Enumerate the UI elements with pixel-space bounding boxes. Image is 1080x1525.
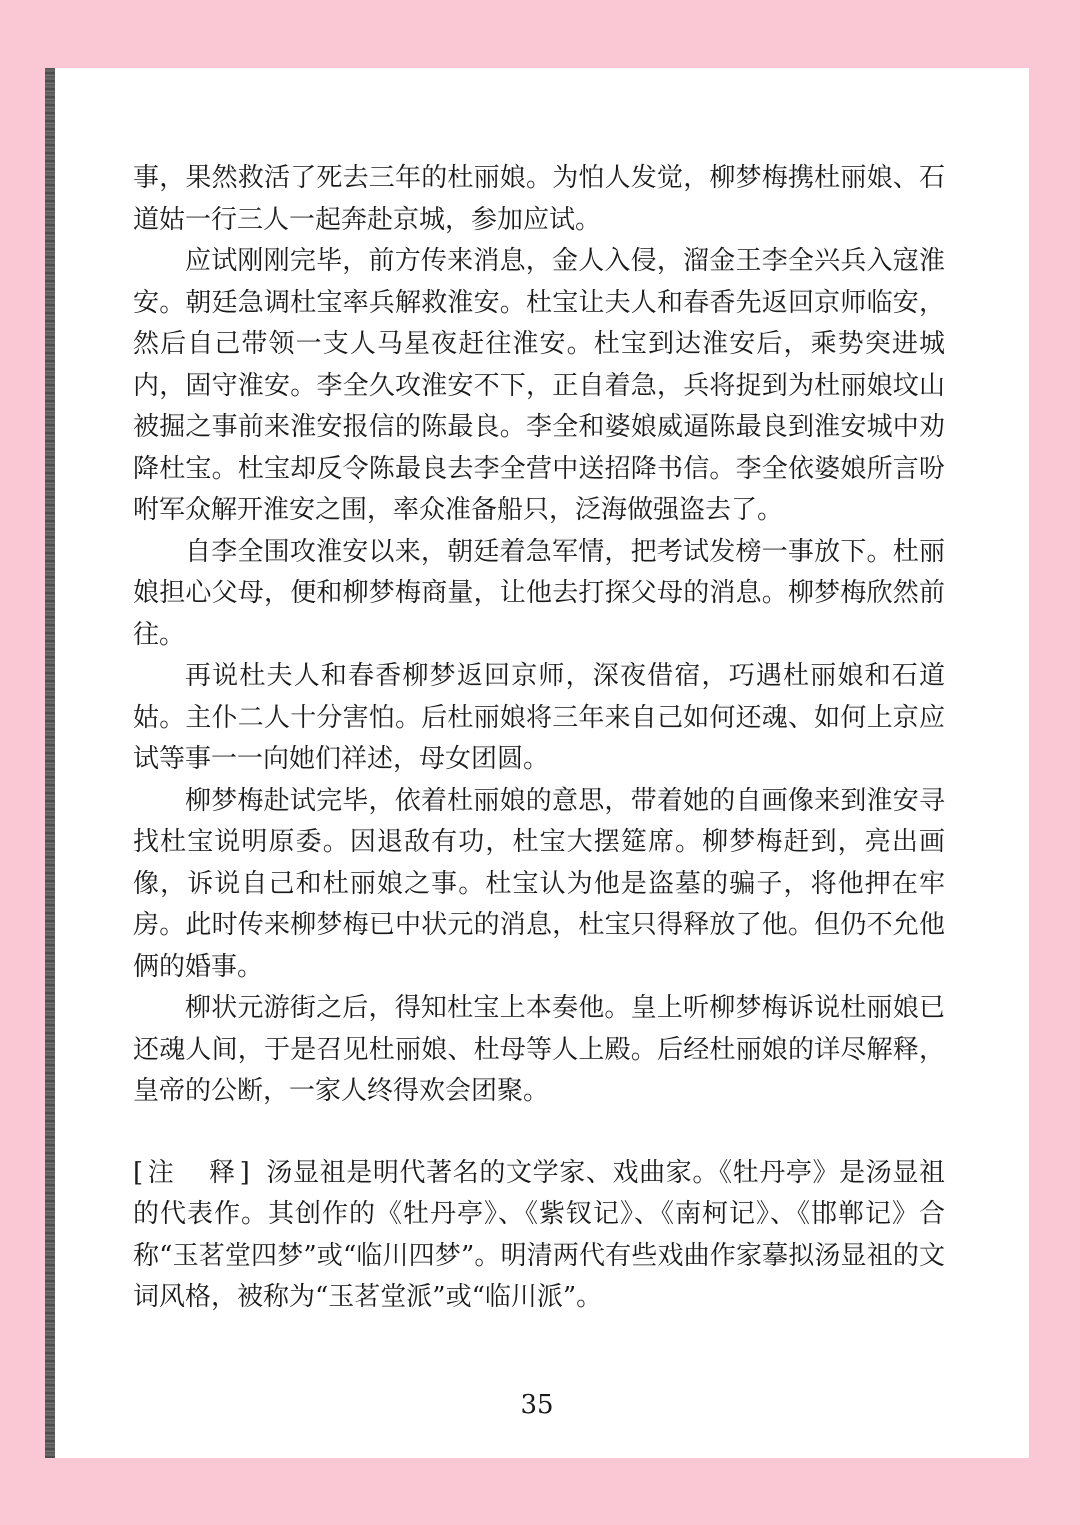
page-number: 35 [520,1390,554,1420]
book-page [45,68,1029,1458]
binding-edge [45,68,55,1458]
paragraph-6: 柳状元游街之后，得知杜宝上本奏他。皇上听柳梦梅诉说杜丽娘已还魂人间，于是召见杜丽娘、杜母等人上殿。后经杜丽娘的详尽解释，皇帝的公断，一家人终得欢会团聚。 [133,993,945,1106]
paragraph-4: 再说杜夫人和春香柳梦返回京师，深夜借宿，巧遇杜丽娘和石道姑。主仆二人十分害怕。后杜丽娘将三年来自己如何还魂、如何上京应试等事一一向她们祥述，母女团圆。 [133,661,945,774]
annotation-text: 汤显祖是明代著名的文学家、戏曲家。《牡丹亭》是汤显祖的代表作。其创作的《牡丹亭》、《紫钗记》、《南柯记》、《邯郸记》合称“玉茗堂四梦”或“临川四梦”。明清两代有些戏曲作家摹拟汤显祖的文词风格，被称为“玉茗堂派”或“临川派”。 [133,1157,945,1312]
paragraph-5: 柳梦梅赴试完毕，依着杜丽娘的意思，带着她的自画像来到淮安寻找杜宝说明原委。因退敌有功，杜宝大摆筵席。柳梦梅赶到，亮出画像，诉说自己和杜丽娘之事。杜宝认为他是盗墓的骗子，将他押在牢房。此时传来柳梦梅已中状元的消息，杜宝只得释放了他。但仍不允他俩的婚事。 [133,785,945,982]
paragraph-1: 事，果然救活了死去三年的杜丽娘。为怕人发觉，柳梦梅携杜丽娘、石道姑一行三人一起奔赴京城，参加应试。 [133,163,945,235]
paragraph-2: 应试刚刚完毕，前方传来消息，金人入侵，溜金王李全兴兵入寇淮安。朝廷急调杜宝率兵解救淮安。杜宝让夫人和春香先返回京师临安，然后自己带领一支人马星夜赶往淮安。杜宝到达淮安后，乘势突进城内，固守淮安。李全久攻淮安不下，正自着急，兵将捉到为杜丽娘坟山被掘之事前来淮安报信的陈最良。李全和婆娘威逼陈最良到淮安城中劝降杜宝。杜宝却反令陈最良去李全营中送招降书信。李全依婆娘所言吩咐军众解开淮安之围，率众准备船只，泛海做强盗去了。 [133,246,945,525]
annotation [133,1153,945,1319]
paragraph-3: 自李全围攻淮安以来，朝廷着急军情，把考试发榜一事放下。杜丽娘担心父母，便和柳梦梅商量，让他去打探父母的消息。柳梦梅欣然前往。 [133,536,945,650]
body-text [133,158,945,1319]
annotation-label: [注 释] [133,1157,254,1188]
